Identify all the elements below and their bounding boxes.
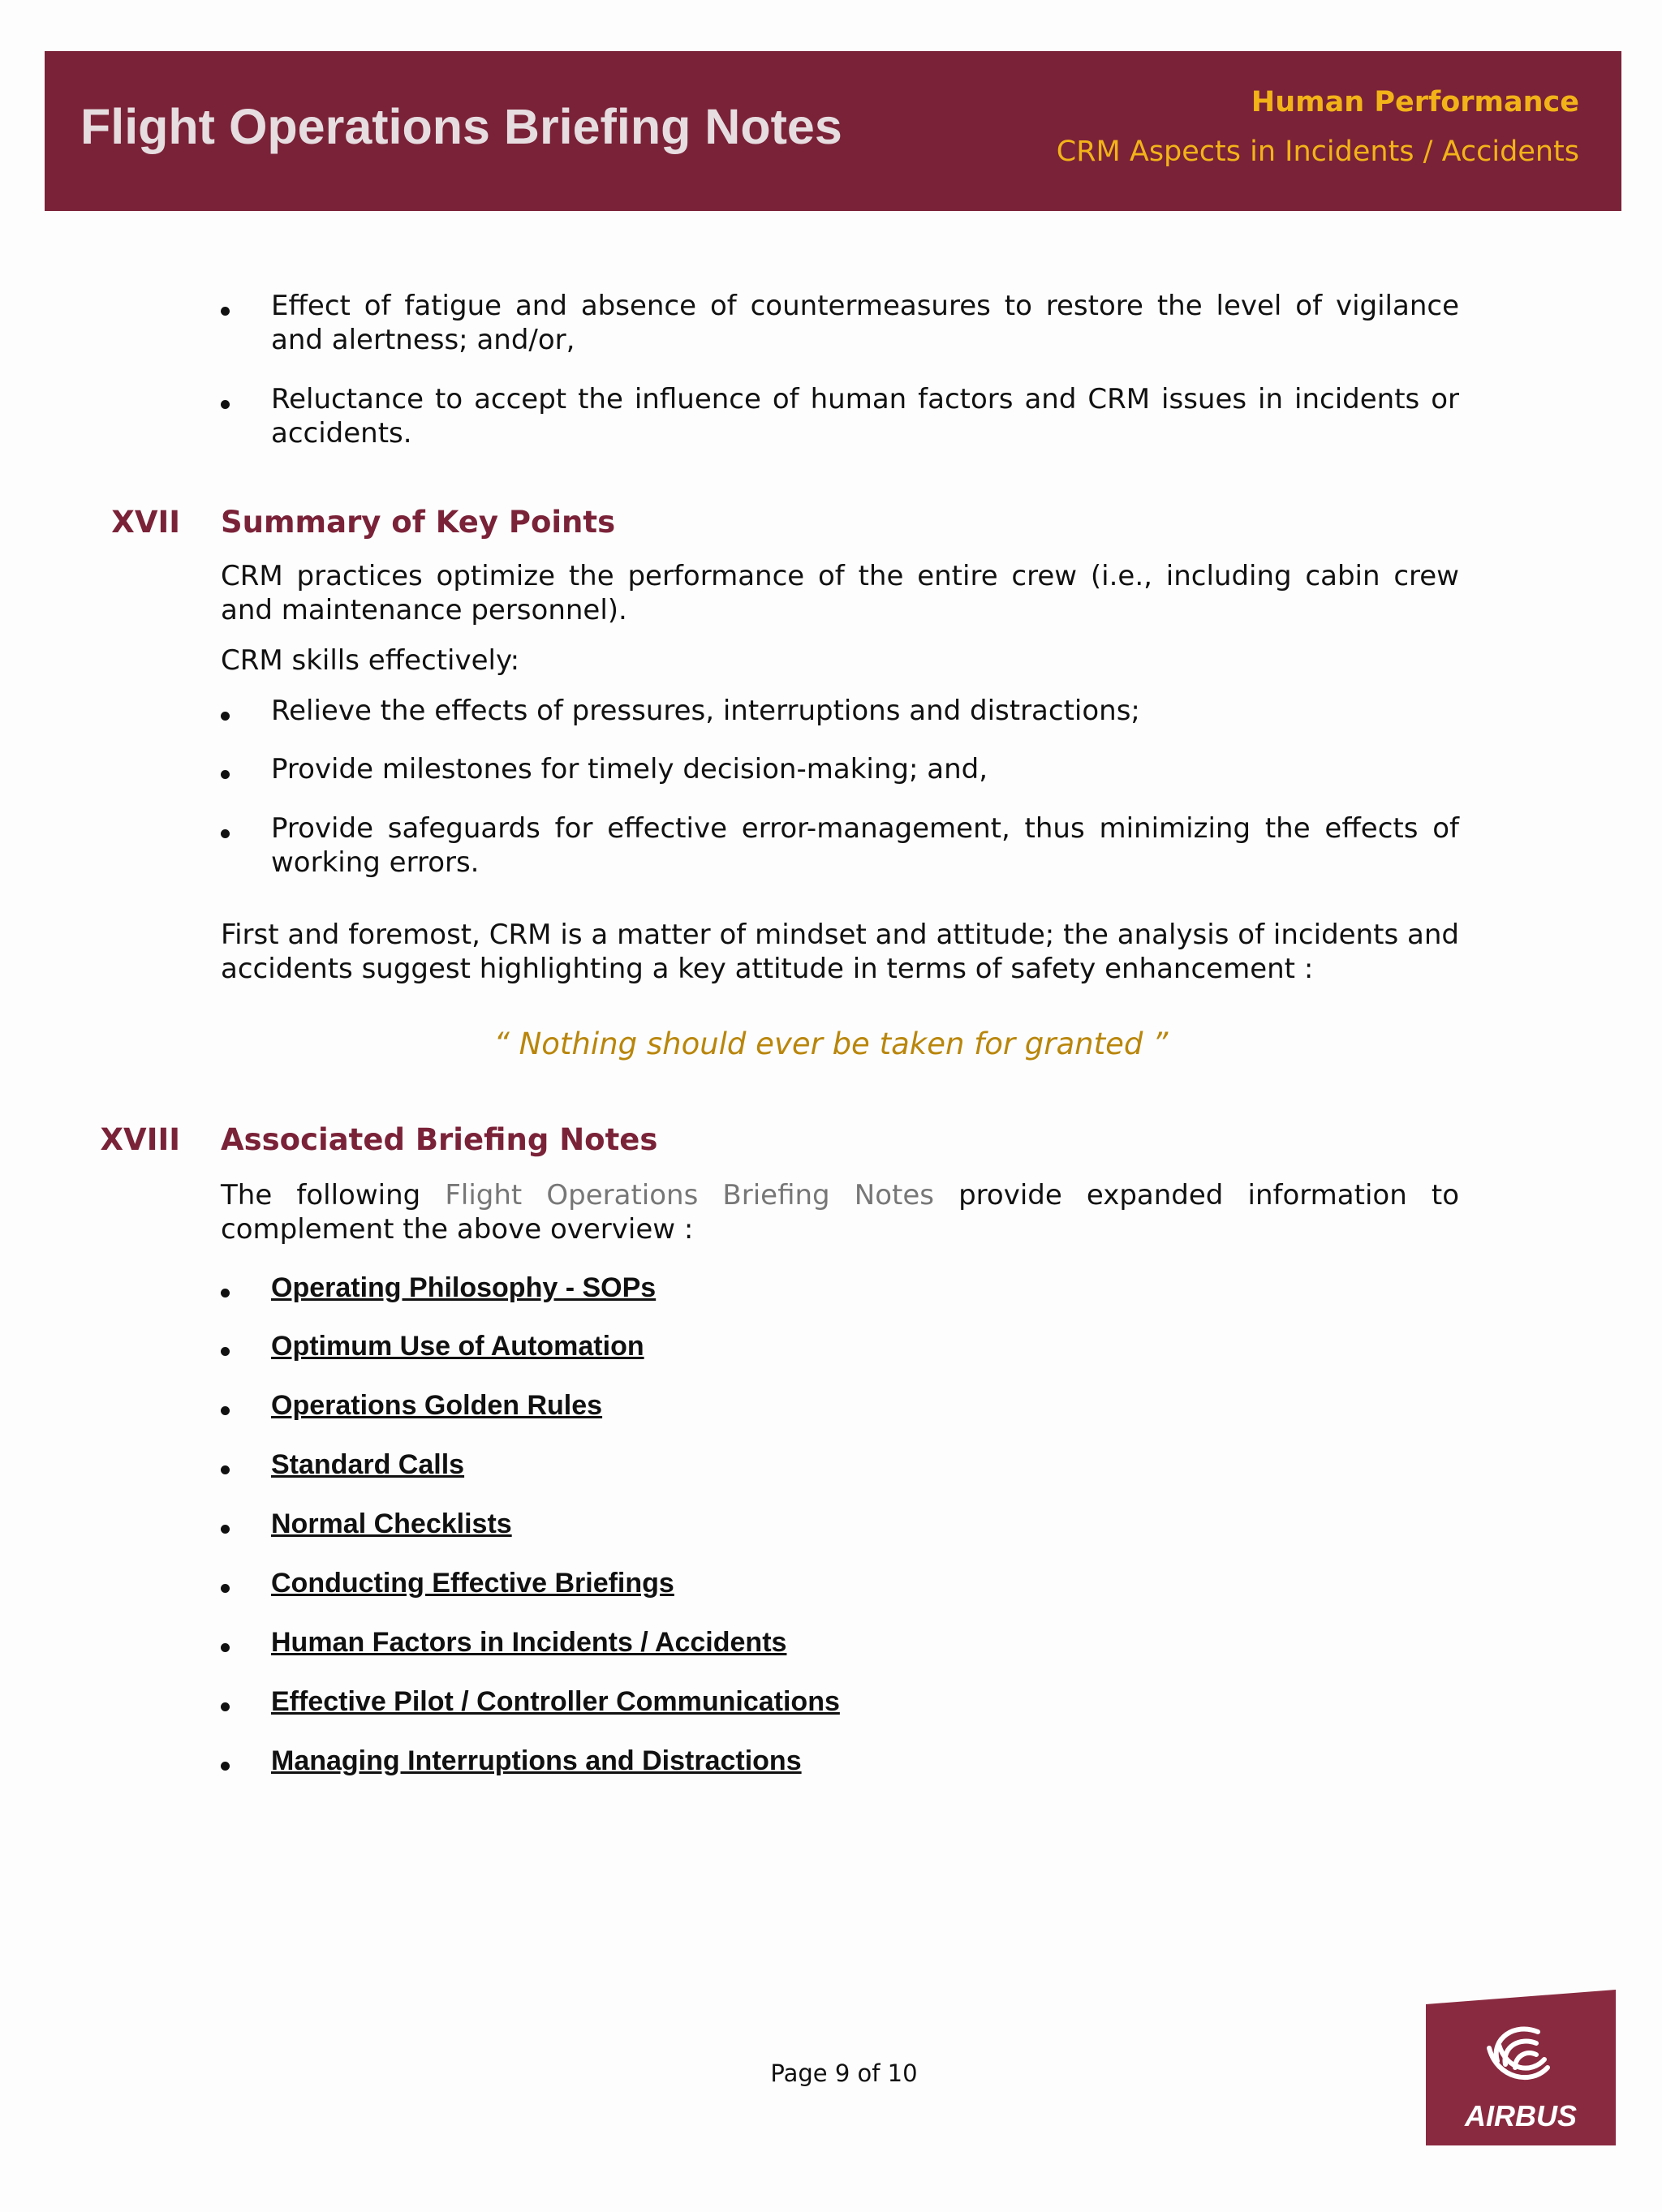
paragraph: First and foremost, CRM is a matter of mindset and attitude; the analysis of incidents and accidents suggest highlighting a key attitude in terms of safety enhancement : xyxy=(221,919,1459,985)
list-item-text: Relieve the effects of pressures, interruptions and distractions; xyxy=(271,695,1140,727)
airbus-logo xyxy=(1426,1990,1616,2145)
briefing-note-link[interactable]: Effective Pilot / Controller Communications xyxy=(271,1686,840,1717)
briefing-note-link[interactable]: Optimum Use of Automation xyxy=(271,1331,644,1362)
key-quote: “ Nothing should ever be taken for granted ” xyxy=(493,1026,1169,1061)
page-number: Page 9 of 10 xyxy=(770,2059,918,2087)
briefing-note-link[interactable]: Normal Checklists xyxy=(271,1508,512,1539)
briefing-note-link[interactable]: Operations Golden Rules xyxy=(271,1390,603,1421)
section-title: Summary of Key Points xyxy=(221,505,616,540)
intro-highlight: Flight Operations Briefing Notes xyxy=(445,1179,934,1211)
list-item-text: Provide milestones for timely decision-making; and, xyxy=(271,753,988,785)
logo-wordmark: AIRBUS xyxy=(1464,2099,1578,2132)
paragraph: CRM practices optimize the performance of the entire crew (i.e., including cabin crew and maintenance personnel). xyxy=(221,560,1459,626)
list-item-text: Provide safeguards for effective error-management, thus minimizing the effects of working errors. xyxy=(271,812,1459,879)
briefing-note-link[interactable]: Conducting Effective Briefings xyxy=(271,1568,674,1599)
header-subtitle: CRM Aspects in Incidents / Accidents xyxy=(1056,136,1579,168)
header-title: Flight Operations Briefing Notes xyxy=(80,99,842,154)
briefing-note-link[interactable]: Operating Philosophy - SOPs xyxy=(271,1272,657,1303)
paragraph xyxy=(221,1178,1459,1246)
section-title: Associated Briefing Notes xyxy=(221,1122,658,1157)
paragraph: CRM skills effectively: xyxy=(221,644,520,677)
header-section: Human Performance xyxy=(1251,86,1579,118)
intro-text: provide expanded information to complement the above overview : xyxy=(221,1179,1460,1246)
briefing-note-link[interactable]: Managing Interruptions and Distractions xyxy=(271,1745,802,1776)
briefing-note-link[interactable]: Standard Calls xyxy=(271,1449,465,1480)
page-header xyxy=(45,51,1621,211)
airbus-logo-icon xyxy=(1426,1990,1616,2145)
briefing-note-link[interactable]: Human Factors in Incidents / Accidents xyxy=(271,1627,787,1658)
section-number: XVIII xyxy=(100,1122,180,1157)
list-item-text: Effect of fatigue and absence of countermeasures to restore the level of vigilance and alertness; and/or, xyxy=(271,290,1459,356)
section-number: XVII xyxy=(111,505,180,540)
intro-text: The following xyxy=(221,1179,446,1211)
list-item-text: Reluctance to accept the influence of human factors and CRM issues in incidents or accidents. xyxy=(271,383,1459,450)
